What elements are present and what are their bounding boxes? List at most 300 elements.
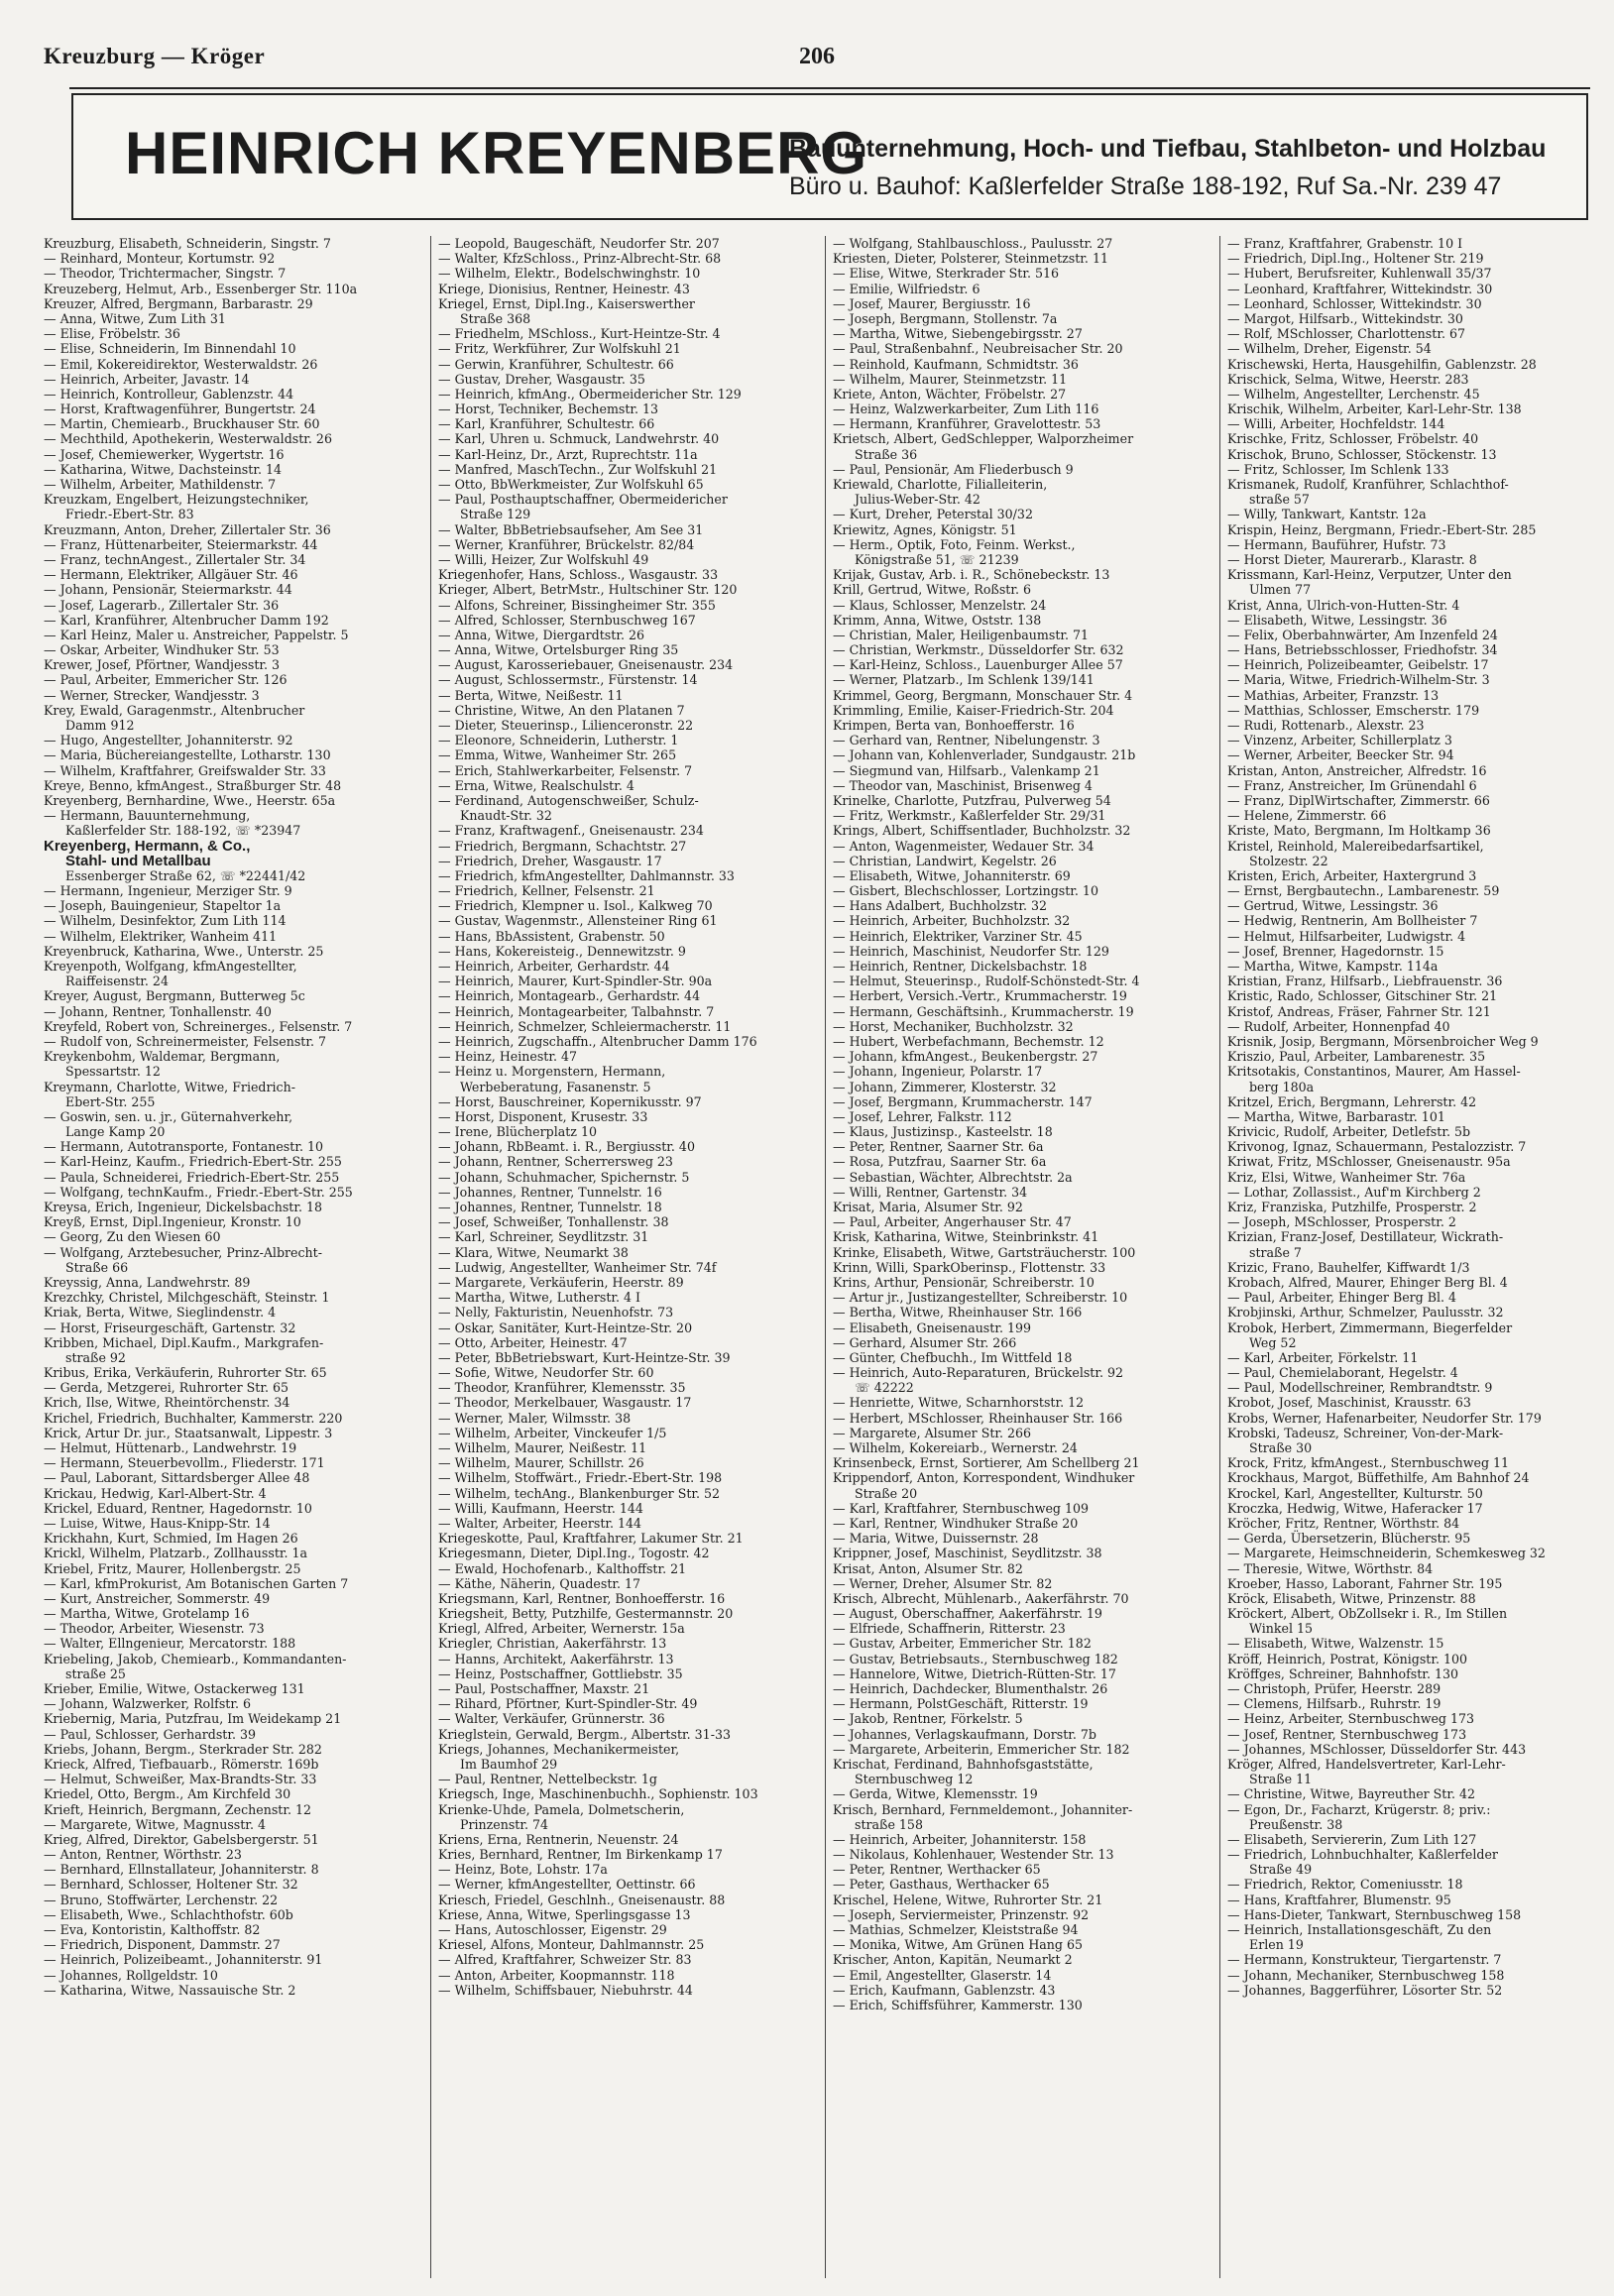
directory-entry-line: Winkel 15	[1249, 1621, 1314, 1637]
directory-entry-line: — Heinrich, Rentner, Dickelsbachstr. 18	[833, 959, 1088, 974]
directory-entry: Krizian, Franz-Josef, Destillateur, Wickrath-	[1227, 1229, 1504, 1245]
directory-entry: Kriesch, Friedel, Geschlnh., Gneisenaustr. 88	[438, 1892, 726, 1907]
directory-entry: Kriebernig, Maria, Putzfrau, Im Weidekamp 21	[44, 1711, 342, 1727]
directory-entry-line: — Fritz, Werkmstr., Kaßlerfelder Str. 29/31	[833, 808, 1106, 824]
directory-entry-line: — Christoph, Prüfer, Heerstr. 289	[1227, 1681, 1441, 1696]
directory-entry-line: — Heinz, Bote, Lohstr. 17a	[438, 1862, 608, 1878]
directory-entry-line: — Gerwin, Kranführer, Schultestr. 66	[438, 356, 674, 372]
directory-entry-line: — Werner, kfmAngestellter, Oettinstr. 66	[438, 1877, 696, 1893]
directory-entry-line: — Helene, Zimmerstr. 66	[1227, 808, 1387, 824]
directory-entry-line: Weg 52	[1249, 1334, 1297, 1350]
directory-entry-line: — Margarete, Alsumer Str. 266	[833, 1425, 1032, 1440]
directory-entry-line: — Reinhard, Monteur, Kortumstr. 92	[44, 251, 276, 267]
directory-entry-line: — Paul, Modellschreiner, Rembrandtstr. 9	[1227, 1380, 1493, 1396]
directory-entry-line: — Joseph, MSchlosser, Prosperstr. 2	[1227, 1214, 1456, 1230]
directory-entry-line: — Werner, Maler, Wilmsstr. 38	[438, 1410, 632, 1426]
directory-entry: Kröckert, Albert, ObZollsekr i. R., Im Stillen	[1227, 1606, 1508, 1622]
directory-entry: Krobs, Werner, Hafenarbeiter, Neudorfer Str. 179	[1227, 1410, 1542, 1426]
directory-entry-line: — Hannelore, Witwe, Dietrich-Rütten-Str. 17	[833, 1665, 1116, 1681]
directory-entry-line: — Heinrich, Maurer, Kurt-Spindler-Str. 90a	[438, 974, 713, 989]
directory-entry: Kreuzeberg, Helmut, Arb., Essenberger Str. 110a	[44, 281, 358, 296]
directory-entry-line: — Anna, Witwe, Diergardtstr. 26	[438, 627, 644, 642]
directory-entry-line: — Berta, Witwe, Neißestr. 11	[438, 687, 624, 703]
directory-entry: Krobok, Herbert, Zimmermann, Biegerfelder	[1227, 1320, 1513, 1335]
directory-entry-line: — Heinz u. Morgenstern, Hermann,	[438, 1064, 666, 1080]
directory-entry-line: — Hermann, Bauführer, Hufstr. 73	[1227, 536, 1446, 552]
directory-entry-line: — Hans, Autoschlosser, Eigenstr. 29	[438, 1922, 667, 1937]
directory-entry-line: — Paul, Straßenbahnf., Neubreisacher Str. 20	[833, 341, 1123, 357]
directory-entry-line: — Wilhelm, Elektr., Bodelschwinghstr. 10	[438, 266, 701, 282]
directory-entry-line: — Gerhard van, Rentner, Nibelungenstr. 3	[833, 733, 1100, 748]
directory-entry-line: — Hans, Kraftfahrer, Blumenstr. 95	[1227, 1892, 1451, 1907]
directory-entry-line: Raiffeisenstr. 24	[65, 974, 169, 989]
directory-entry: Krischer, Anton, Kapitän, Neumarkt 2	[833, 1952, 1073, 1968]
directory-entry-line: — Paul, Chemielaborant, Hegelstr. 4	[1227, 1365, 1458, 1381]
directory-entry-line: — Goswin, sen. u. jr., Güternahverkehr,	[44, 1108, 293, 1124]
directory-entry-line: — Martha, Witwe, Lutherstr. 4 I	[438, 1290, 641, 1306]
directory-entry-line: — Bruno, Stoffwärter, Lerchenstr. 22	[44, 1892, 279, 1907]
directory-entry-line: — Joseph, Bergmann, Stollenstr. 7a	[833, 310, 1058, 326]
directory-entry: Kreyfeld, Robert von, Schreinerges., Felsenstr. 7	[44, 1018, 353, 1034]
directory-entry-line: — Matthias, Schlosser, Emscherstr. 179	[1227, 702, 1480, 718]
directory-entry-line: — Elisabeth, Witwe, Lessingstr. 36	[1227, 612, 1447, 628]
directory-entry: Kribus, Erika, Verkäuferin, Ruhrorter Str. 65	[44, 1365, 327, 1381]
directory-entry-line: — August, Oberschaffner, Aakerfährstr. 19	[833, 1606, 1102, 1622]
directory-entry-line: — Sebastian, Wächter, Albrechtstr. 2a	[833, 1169, 1073, 1185]
directory-entry-line: — Wilhelm, Arbeiter, Vinckeufer 1/5	[438, 1425, 667, 1440]
directory-entry-line: — Nelly, Fakturistin, Neuenhofstr. 73	[438, 1305, 674, 1320]
directory-entry-line: — Friedrich, Bergmann, Schachtstr. 27	[438, 838, 687, 854]
directory-column-2	[438, 236, 815, 2278]
directory-entry-line: — Josef, Lagerarb., Zillertaler Str. 36	[44, 597, 280, 613]
directory-entry: Krietsch, Albert, GedSchlepper, Walporzheimer	[833, 431, 1134, 447]
directory-entry: Kriese, Anna, Witwe, Sperlingsgasse 13	[438, 1906, 691, 1922]
directory-entry-line: — Walter, Verkäufer, Grünnerstr. 36	[438, 1711, 665, 1727]
directory-entry-line: — Erich, Stahlwerkarbeiter, Felsenstr. 7	[438, 762, 693, 778]
directory-entry-line: — Friedrich, Dreher, Wasgaustr. 17	[438, 853, 662, 868]
running-header	[44, 44, 1590, 77]
directory-entry-line: — Josef, Brenner, Hagedornstr. 15	[1227, 943, 1444, 959]
directory-entry-line: — Gustav, Dreher, Wasgaustr. 35	[438, 371, 645, 387]
directory-entry: Kröff, Heinrich, Postrat, Königstr. 100	[1227, 1651, 1468, 1666]
directory-entry: Krill, Gertrud, Witwe, Roßstr. 6	[833, 582, 1032, 598]
directory-entry-line: — Hermann, Konstrukteur, Tiergartenstr. 7	[1227, 1952, 1502, 1968]
directory-entry-line: — Hermann, Bauunternehmung,	[44, 808, 251, 824]
directory-entry-line: Lange Kamp 20	[65, 1124, 166, 1140]
directory-entry-line: — Margarete, Heimschneiderin, Schemkesweg 32	[1227, 1546, 1546, 1561]
directory-entry: Kriz, Franziska, Putzhilfe, Prosperstr. 2	[1227, 1200, 1477, 1214]
directory-entry-line: — Heinrich, kfmAng., Obermeidericher Str. 129	[438, 386, 742, 402]
directory-entry-line: — Gustav, Wagenmstr., Allensteiner Ring 61	[438, 913, 718, 929]
directory-entry-line: — Klaus, Schlosser, Menzelstr. 24	[833, 597, 1047, 613]
directory-entry-line: — Emilie, Wilfriedstr. 6	[833, 281, 980, 296]
directory-entry-line: — Martha, Witwe, Kampstr. 114a	[1227, 959, 1439, 974]
directory-entry-line: — Friedrich, Dipl.Ing., Holtener Str. 219	[1227, 251, 1484, 267]
directory-entry-line: — Wilhelm, techAng., Blankenburger Str. 52	[438, 1485, 721, 1501]
directory-entry-line: — Margot, Hilfsarb., Wittekindstr. 30	[1227, 310, 1463, 326]
directory-entry: Krockhaus, Margot, Büffethilfe, Am Bahnhof 24	[1227, 1470, 1530, 1486]
directory-entry-line: — Walter, Arbeiter, Heerstr. 144	[438, 1515, 642, 1531]
directory-entry: Kriesel, Alfons, Monteur, Dahlmannstr. 25	[438, 1937, 705, 1953]
directory-entry-line: — Elise, Fröbelstr. 36	[44, 326, 180, 342]
directory-entry-line: — Friedrich, Disponent, Dammstr. 27	[44, 1937, 281, 1953]
directory-entry-line: — Maria, Witwe, Friedrich-Wilhelm-Str. 3	[1227, 672, 1490, 688]
directory-entry-line: — Martha, Witwe, Grotelamp 16	[44, 1606, 250, 1622]
directory-entry-line: Spessartstr. 12	[65, 1064, 161, 1080]
directory-entry: Krizic, Frano, Bauhelfer, Kiffwardt 1/3	[1227, 1259, 1470, 1275]
directory-entry: Kriegl, Alfred, Arbeiter, Wernerstr. 15a	[438, 1621, 685, 1637]
directory-entry-line: Straße 20	[855, 1485, 918, 1501]
running-header-range: Kreuzburg — Kröger	[44, 44, 266, 68]
directory-entry-line: Prinzenstr. 74	[460, 1816, 549, 1832]
directory-entry: Krick, Artur Dr. jur., Staatsanwalt, Lippestr. 3	[44, 1425, 333, 1440]
directory-entry-line: — Hans, Kokereisteig., Dennewitzstr. 9	[438, 943, 686, 959]
directory-entry-line: — Heinrich, Montagearb., Gerhardstr. 44	[438, 988, 701, 1004]
directory-entry-line: — Heinrich, Arbeiter, Johanniterstr. 158	[833, 1831, 1087, 1847]
directory-entry-line: — Karl, Uhren u. Schmuck, Landwehrstr. 40	[438, 431, 720, 447]
directory-entry-line: — Maria, Witwe, Duissernstr. 28	[833, 1531, 1039, 1547]
directory-entry-line: berg 180a	[1249, 1079, 1315, 1094]
column-divider	[1219, 236, 1220, 2278]
directory-entry-line: — Hermann, Kranführer, Gravelottestr. 53	[833, 416, 1101, 432]
directory-entry-line: — Wolfgang, technKaufm., Friedr.-Ebert-Str. 255	[44, 1184, 353, 1200]
directory-entry: Kreykenbohm, Waldemar, Bergmann,	[44, 1049, 281, 1065]
directory-entry-line: — Dieter, Steuerinsp., Lilienceronstr. 22	[438, 718, 694, 733]
directory-entry-line: — Heinrich, Elektriker, Varziner Str. 45	[833, 928, 1083, 944]
directory-entry: Kroczka, Hedwig, Witwe, Haferacker 17	[1227, 1500, 1483, 1516]
directory-columns	[44, 236, 1596, 2278]
directory-entry-line: — Manfred, MaschTechn., Zur Wolfskuhl 21	[438, 461, 718, 477]
directory-entry-line: — Elisabeth, Serviererin, Zum Lith 127	[1227, 1831, 1477, 1847]
directory-entry: Kristof, Andreas, Fräser, Fahrner Str. 121	[1227, 1003, 1491, 1019]
directory-entry-line: — Heinrich, Polizeibeamter, Geibelstr. 17	[1227, 657, 1489, 673]
directory-entry-line: Straße 129	[460, 507, 531, 522]
directory-entry: Krickel, Eduard, Rentner, Hagedornstr. 10	[44, 1500, 312, 1516]
directory-entry-line: — Lothar, Zollassist., Auf'm Kirchberg 2	[1227, 1184, 1481, 1200]
directory-entry-line: straße 7	[1249, 1244, 1302, 1260]
directory-entry-line: — Emil, Kokereidirektor, Westerwaldstr. 26	[44, 356, 318, 372]
directory-entry: Kreyssig, Anna, Landwehrstr. 89	[44, 1274, 251, 1290]
directory-entry: Kriens, Erna, Rentnerin, Neuenstr. 24	[438, 1831, 679, 1847]
directory-entry-line: — Siegmund van, Hilfsarb., Valenkamp 21	[833, 762, 1100, 778]
directory-entry-line: — Heinrich, Arbeiter, Gerhardstr. 44	[438, 959, 670, 974]
directory-entry-line: Erlen 19	[1249, 1937, 1304, 1953]
directory-entry-line: — Georg, Zu den Wiesen 60	[44, 1229, 221, 1245]
directory-entry-line: — Friedrich, Klempner u. Isol., Kalkweg 70	[438, 898, 713, 914]
directory-entry-line: — Hans Adalbert, Buchholzstr. 32	[833, 898, 1048, 914]
directory-entry: Kriwat, Fritz, MSchlosser, Gneisenaustr. 95a	[1227, 1154, 1511, 1170]
directory-entry: Kriegsheit, Betty, Putzhilfe, Gestermannstr. 20	[438, 1606, 734, 1622]
directory-entry: Kreuzer, Alfred, Bergmann, Barbarastr. 29	[44, 295, 313, 311]
directory-entry-line: — Martha, Witwe, Siebengebirgsstr. 27	[833, 326, 1083, 342]
directory-entry-line: — Margarete, Arbeiterin, Emmericher Str. 182	[833, 1741, 1130, 1757]
directory-entry-line: — Werner, Strecker, Wandjesstr. 3	[44, 687, 260, 703]
directory-entry-line: — Gustav, Betriebsauts., Sternbuschweg 182	[833, 1651, 1118, 1666]
directory-entry-line: — Friedrich, kfmAngestellter, Dahlmannstr. 33	[438, 867, 735, 883]
directory-entry: Kriegeskotte, Paul, Kraftfahrer, Lakumer Str. 21	[438, 1531, 744, 1547]
directory-entry-line: — Christine, Witwe, Bayreuther Str. 42	[1227, 1786, 1476, 1802]
advertisement-top-rule	[69, 87, 1590, 89]
directory-entry-line: — Leonhard, Kraftfahrer, Wittekindstr. 30	[1227, 281, 1493, 296]
directory-entry-line: — Franz, Hüttenarbeiter, Steiermarkstr. 44	[44, 536, 318, 552]
directory-entry-line: — Helmut, Schweißer, Max-Brandts-Str. 33	[44, 1772, 317, 1787]
directory-entry: Krienke-Uhde, Pamela, Dolmetscherin,	[438, 1801, 685, 1817]
directory-entry-line: — Karl, Kranführer, Schultestr. 66	[438, 416, 655, 432]
directory-entry-line: Stahl- und Metallbau	[65, 852, 211, 869]
directory-entry: Krimmling, Emilie, Kaiser-Friedrich-Str. 204	[833, 702, 1114, 718]
directory-entry-line: — Christian, Landwirt, Kegelstr. 26	[833, 853, 1057, 868]
directory-entry: Kreyß, Ernst, Dipl.Ingenieur, Kronstr. 10	[44, 1214, 301, 1230]
directory-entry-line: — Oskar, Arbeiter, Windhuker Str. 53	[44, 642, 280, 658]
directory-entry-line: Königstraße 51, ☏ 21239	[855, 551, 1019, 567]
directory-entry-line: — Heinrich, Auto-Reparaturen, Brückelstr. 92	[833, 1365, 1124, 1381]
directory-entry: Krock, Fritz, kfmAngest., Sternbuschweg 11	[1227, 1455, 1510, 1471]
directory-entry-line: — Otto, Arbeiter, Heinestr. 47	[438, 1334, 628, 1350]
directory-entry-line: — Johann, Zimmerer, Klosterstr. 32	[833, 1079, 1057, 1094]
directory-entry-line: — Wilhelm, Schiffsbauer, Niebuhrstr. 44	[438, 1982, 693, 1998]
directory-entry-line: — Paul, Arbeiter, Ehinger Berg Bl. 4	[1227, 1290, 1457, 1306]
directory-entry-line: — Hans, BbAssistent, Grabenstr. 50	[438, 928, 665, 944]
directory-entry-line: — Franz, Kraftwagenf., Gneisenaustr. 234	[438, 823, 704, 839]
directory-entry-line: — Franz, DiplWirtschafter, Zimmerstr. 66	[1227, 792, 1490, 808]
directory-entry-line: — Theodor van, Maschinist, Brisenweg 4	[833, 777, 1093, 793]
directory-entry-line: — Josef, Lehrer, Falkstr. 112	[833, 1108, 1012, 1124]
directory-entry-line: — Karl, Schreiner, Seydlitzstr. 31	[438, 1229, 649, 1245]
directory-entry: Krissmann, Karl-Heinz, Verputzer, Unter den	[1227, 567, 1512, 583]
directory-entry-line: — Joseph, Bauingenieur, Stapeltor 1a	[44, 898, 282, 914]
directory-entry-line: straße 92	[65, 1349, 126, 1365]
directory-entry: Krieft, Heinrich, Bergmann, Zechenstr. 12	[44, 1801, 312, 1817]
directory-entry-line: — Friedrich, Rektor, Comeniusstr. 18	[1227, 1877, 1463, 1893]
directory-entry: Krickhahn, Kurt, Schmied, Im Hagen 26	[44, 1531, 298, 1547]
directory-entry-line: — Werner, Dreher, Alsumer Str. 82	[833, 1575, 1053, 1591]
directory-entry-line: — Rosa, Putzfrau, Saarner Str. 6a	[833, 1154, 1047, 1170]
directory-entry-line: Essenberger Straße 62, ☏ *22441/42	[65, 867, 306, 883]
directory-entry-line: — Bernhard, Ellnstallateur, Johanniterstr. 8	[44, 1862, 319, 1878]
directory-entry: Krippendorf, Anton, Korrespondent, Windhuker	[833, 1470, 1135, 1486]
directory-entry-line: — Paula, Schneiderei, Friedrich-Ebert-Str. 255	[44, 1169, 340, 1185]
directory-entry-line: — Heinrich, Schmelzer, Schleiermacherstr. 11	[438, 1018, 732, 1034]
directory-entry: Kreyenberg, Bernhardine, Wwe., Heerstr. 65a	[44, 792, 336, 808]
directory-entry: Krischick, Selma, Witwe, Heerstr. 283	[1227, 371, 1469, 387]
directory-entry-line: — Karl Heinz, Maler u. Anstreicher, Pappelstr. 5	[44, 627, 349, 642]
directory-entry-line: — Hubert, Berufsreiter, Kuhlenwall 35/37	[1227, 266, 1492, 282]
directory-entry: Krisnik, Josip, Bergmann, Mörsenbroicher Weg 9	[1227, 1033, 1539, 1049]
directory-entry-line: — Wilhelm, Arbeiter, Mathildenstr. 7	[44, 477, 277, 492]
directory-entry-line: — Alfred, Kraftfahrer, Schweizer Str. 83	[438, 1952, 692, 1968]
directory-entry-line: — Josef, Rentner, Sternbuschweg 173	[1227, 1726, 1467, 1742]
directory-entry-line: — Martin, Chemiearb., Bruckhauser Str. 60	[44, 416, 320, 432]
directory-entry-line: — Horst, Mechaniker, Buchholzstr. 32	[833, 1018, 1074, 1034]
directory-entry: Krivonog, Ignaz, Schauermann, Pestalozzistr. 7	[1227, 1139, 1527, 1155]
directory-entry-line: — Sofie, Witwe, Neudorfer Str. 60	[438, 1365, 654, 1381]
directory-entry-line: — Helmut, Hilfsarbeiter, Ludwigstr. 4	[1227, 928, 1466, 944]
directory-entry: Kreuzkam, Engelbert, Heizungstechniker,	[44, 492, 309, 508]
directory-entry-line: — Gerda, Übersetzerin, Blücherstr. 95	[1227, 1531, 1471, 1547]
directory-entry-line: — Friedrich, Kellner, Felsenstr. 21	[438, 883, 655, 899]
directory-entry-line: — Wilhelm, Maurer, Steinmetzstr. 11	[833, 371, 1068, 387]
directory-entry-line: — Rolf, MSchlosser, Charlottenstr. 67	[1227, 326, 1465, 342]
directory-entry: Krobjinski, Arthur, Schmelzer, Paulusstr. 32	[1227, 1305, 1504, 1320]
directory-entry-line: — Johann, kfmAngest., Beukenbergstr. 27	[833, 1049, 1098, 1065]
directory-entry-line: — Mathias, Arbeiter, Franzstr. 13	[1227, 687, 1440, 703]
directory-entry: Krimm, Anna, Witwe, Oststr. 138	[833, 612, 1042, 628]
directory-entry-line: — Katharina, Witwe, Dachsteinstr. 14	[44, 461, 282, 477]
directory-entry-line: — Emma, Witwe, Wanheimer Str. 265	[438, 747, 677, 763]
directory-entry-line: — Karl, Arbeiter, Förkelstr. 11	[1227, 1349, 1419, 1365]
directory-entry: Kreysa, Erich, Ingenieur, Dickelsbachstr. 18	[44, 1200, 323, 1214]
directory-entry-line: — Helmut, Hüttenarb., Landwehrstr. 19	[44, 1440, 297, 1455]
directory-entry-line: — Kurt, Dreher, Peterstal 30/32	[833, 507, 1033, 522]
directory-entry: Kreye, Benno, kfmAngest., Straßburger Str. 48	[44, 777, 342, 793]
directory-entry-line: — Wilhelm, Maurer, Schillstr. 26	[438, 1455, 644, 1471]
directory-entry-line: — Gertrud, Witwe, Lessingstr. 36	[1227, 898, 1439, 914]
directory-entry-line: — Wilhelm, Maurer, Neißestr. 11	[438, 1440, 647, 1455]
directory-entry-line: — Hermann, Autotransporte, Fontanestr. 10	[44, 1139, 323, 1155]
directory-entry-line: — Elise, Schneiderin, Im Binnendahl 10	[44, 341, 296, 357]
directory-entry-line: — Willi, Heizer, Zur Wolfskuhl 49	[438, 551, 649, 567]
directory-entry-line: — Kurt, Anstreicher, Sommerstr. 49	[44, 1590, 271, 1606]
directory-entry-line: — Johann van, Kohlenverlader, Sundgaustr. 21b	[833, 747, 1136, 763]
directory-entry-line: — Fritz, Werkführer, Zur Wolfskuhl 21	[438, 341, 681, 357]
directory-entry-line: — Rudi, Rottenarb., Alexstr. 23	[1227, 718, 1425, 733]
directory-entry-line: — Theodor, Arbeiter, Wiesenstr. 73	[44, 1621, 265, 1637]
directory-entry-line: — Reinhold, Kaufmann, Schmidtstr. 36	[833, 356, 1079, 372]
directory-entry-line: ☏ 42222	[855, 1380, 914, 1396]
directory-entry: Kribben, Michael, Dipl.Kaufm., Markgrafen-	[44, 1334, 324, 1350]
directory-entry-line: — Hubert, Werbefachmann, Bechemstr. 12	[833, 1033, 1104, 1049]
directory-column-3	[833, 236, 1210, 2278]
directory-entry-line: — Vinzenz, Arbeiter, Schillerplatz 3	[1227, 733, 1452, 748]
directory-entry-line: — Heinz, Heinestr. 47	[438, 1049, 578, 1065]
directory-entry-line: — Paul, Postschaffner, Maxstr. 21	[438, 1681, 650, 1696]
directory-entry-line: — Peter, BbBetriebswart, Kurt-Heintze-Str. 39	[438, 1349, 731, 1365]
directory-entry-line: — Anton, Rentner, Wörthstr. 23	[44, 1847, 242, 1863]
directory-entry-line: — Luise, Witwe, Haus-Knipp-Str. 14	[44, 1515, 271, 1531]
directory-entry-line: — Johannes, Baggerführer, Lösorter Str. 52	[1227, 1982, 1503, 1998]
directory-entry: Kristen, Erich, Arbeiter, Haxtergrund 3	[1227, 867, 1477, 883]
directory-entry-line: — Horst, Kraftwagenführer, Bungertstr. 24	[44, 402, 316, 417]
directory-entry-line: — Horst, Disponent, Krusestr. 33	[438, 1108, 648, 1124]
directory-entry-line: — Horst, Friseurgeschäft, Gartenstr. 32	[44, 1320, 296, 1335]
directory-entry: Krimpen, Berta van, Bonhoefferstr. 16	[833, 718, 1075, 733]
directory-entry-line: — Anton, Wagenmeister, Wedauer Str. 34	[833, 838, 1095, 854]
directory-entry-line: — Anna, Witwe, Ortelsburger Ring 35	[438, 642, 679, 658]
directory-entry-line: — Johann, RbBeamt. i. R., Bergiusstr. 40	[438, 1139, 695, 1155]
directory-entry-line: — Karl-Heinz, Kaufm., Friedrich-Ebert-Str. 255	[44, 1154, 342, 1170]
directory-entry: Krieger, Albert, BetrMstr., Hultschiner Str. 120	[438, 582, 738, 598]
directory-entry: Kriak, Berta, Witwe, Sieglindenstr. 4	[44, 1305, 277, 1320]
directory-entry-line: Ebert-Str. 255	[65, 1093, 156, 1109]
directory-entry: Kriegenhofer, Hans, Schloss., Wasgaustr. 33	[438, 567, 719, 583]
directory-column-4	[1227, 236, 1604, 2278]
directory-entry-line: — Christine, Witwe, An den Platanen 7	[438, 702, 685, 718]
directory-entry: Krich, Ilse, Witwe, Rheintörchenstr. 34	[44, 1395, 290, 1411]
directory-column-1	[44, 236, 420, 2278]
directory-entry-line: — Joseph, Serviermeister, Prinzenstr. 92	[833, 1906, 1090, 1922]
directory-entry-line: — Elise, Witwe, Sterkrader Str. 516	[833, 266, 1060, 282]
directory-entry-line: — Paul, Arbeiter, Angerhauser Str. 47	[833, 1214, 1072, 1230]
directory-entry-line: — Heinrich, Arbeiter, Javastr. 14	[44, 371, 250, 387]
directory-entry-line: — Johann, Rentner, Tonhallenstr. 40	[44, 1003, 272, 1019]
directory-entry-line: — Elisabeth, Gneisenaustr. 199	[833, 1320, 1032, 1335]
directory-entry-line: — Karl, Kraftfahrer, Sternbuschweg 109	[833, 1500, 1090, 1516]
directory-entry-line: — Heinrich, Dachdecker, Blumenthalstr. 26	[833, 1681, 1108, 1696]
directory-entry-line: — Paul, Pensionär, Am Fliederbusch 9	[833, 461, 1074, 477]
directory-entry-line: — Werner, Arbeiter, Beecker Str. 94	[1227, 747, 1454, 763]
directory-entry-line: — Jakob, Rentner, Förkelstr. 5	[833, 1711, 1023, 1727]
page-number: 206	[799, 44, 835, 69]
directory-entry: Krey, Ewald, Garagenmstr., Altenbrucher	[44, 702, 305, 718]
directory-entry-line: — Heinrich, Installationsgeschäft, Zu den	[1227, 1922, 1492, 1937]
directory-entry-line: — Rudolf, Arbeiter, Honnenpfad 40	[1227, 1018, 1450, 1034]
directory-entry: Kristel, Reinhold, Malereibedarfsartikel,	[1227, 838, 1484, 854]
directory-entry-line: — Wilhelm, Angestellter, Lerchenstr. 45	[1227, 386, 1480, 402]
directory-entry-line: Straße 49	[1249, 1862, 1313, 1878]
directory-entry-line: — Friedrich, Lohnbuchhalter, Kaßlerfelder	[1227, 1847, 1498, 1863]
directory-entry: Krispin, Heinz, Bergmann, Friedr.-Ebert-Str. 285	[1227, 521, 1537, 537]
directory-entry: Krickl, Wilhelm, Platzarb., Zollhausstr. 1a	[44, 1546, 308, 1561]
directory-entry-line: — Wilhelm, Elektriker, Wanheim 411	[44, 928, 278, 944]
directory-entry: Krisat, Anton, Alsumer Str. 82	[833, 1560, 1023, 1576]
directory-entry-line: — Theodor, Kranführer, Klemensstr. 35	[438, 1380, 686, 1396]
directory-entry-line: — Werner, Platzarb., Im Schlenk 139/141	[833, 672, 1095, 688]
directory-entry-line: — Egon, Dr., Facharzt, Krügerstr. 8; priv.:	[1227, 1801, 1491, 1817]
directory-entry: Krist, Anna, Ulrich-von-Hutten-Str. 4	[1227, 597, 1460, 613]
directory-entry: Kritzel, Erich, Bergmann, Lehrerstr. 42	[1227, 1093, 1477, 1109]
directory-entry-line: — Wilhelm, Desinfektor, Zum Lith 114	[44, 913, 287, 929]
directory-entry-line: — Erich, Schiffsführer, Kammerstr. 130	[833, 1997, 1083, 2012]
directory-entry: Krischewski, Herta, Hausgehilfin, Gablenzstr. 28	[1227, 356, 1537, 372]
directory-entry-line: — Paul, Schlosser, Gerhardstr. 39	[44, 1726, 257, 1742]
directory-entry-line: — Werner, Kranführer, Brückelstr. 82/84	[438, 536, 695, 552]
directory-entry: Krins, Arthur, Pensionär, Schreiberstr. 10	[833, 1274, 1095, 1290]
directory-entry-line: straße 57	[1249, 492, 1310, 508]
directory-entry-line: — Alfred, Schlosser, Sternbuschweg 167	[438, 612, 696, 628]
directory-entry-line: — Margarete, Verkäuferin, Heerstr. 89	[438, 1274, 684, 1290]
directory-entry-line: — Friedhelm, MSchloss., Kurt-Heintze-Str. 4	[438, 326, 721, 342]
directory-entry-line: — Alfons, Schreiner, Bissingheimer Str. 355	[438, 597, 716, 613]
directory-entry: Kroeber, Hasso, Laborant, Fahrner Str. 195	[1227, 1575, 1503, 1591]
directory-entry-line: — Gerda, Witwe, Klemensstr. 19	[833, 1786, 1038, 1802]
directory-entry-line: — Karl, kfmProkurist, Am Botanischen Garten 7	[44, 1575, 349, 1591]
directory-entry-line: — Günter, Chefbuchh., Im Wittfeld 18	[833, 1349, 1073, 1365]
directory-entry-line: — Hanns, Architekt, Aakerfährstr. 13	[438, 1651, 674, 1666]
directory-entry: Kriewitz, Agnes, Königstr. 51	[833, 521, 1017, 537]
directory-entry-line: Straße 36	[855, 446, 918, 462]
directory-entry-line: — Josef, Schweißer, Tonhallenstr. 38	[438, 1214, 669, 1230]
directory-entry-line: — Felix, Oberbahnwärter, Am Inzenfeld 24	[1227, 627, 1498, 642]
directory-entry-line: Preußenstr. 38	[1249, 1816, 1343, 1832]
directory-entry-line: — Hedwig, Rentnerin, Am Bollheister 7	[1227, 913, 1478, 929]
directory-entry-line: Kaßlerfelder Str. 188-192, ☏ *23947	[65, 823, 301, 839]
directory-entry: Kreuzburg, Elisabeth, Schneiderin, Singstr. 7	[44, 236, 331, 251]
directory-entry-line: — Johannes, MSchlosser, Düsseldorfer Str. 443	[1227, 1741, 1527, 1757]
directory-entry-line: — Erich, Kaufmann, Gablenzstr. 43	[833, 1982, 1056, 1998]
directory-entry-line: — Elisabeth, Wwe., Schlachthofstr. 60b	[44, 1906, 293, 1922]
directory-entry: Krieglstein, Gerwald, Bergm., Albertstr. 31-33	[438, 1726, 731, 1742]
directory-entry-line: — Paul, Laborant, Sittardsberger Allee 48	[44, 1470, 310, 1486]
directory-entry: Kristan, Anton, Anstreicher, Alfredstr. 16	[1227, 762, 1487, 778]
directory-entry-line: — Mechthild, Apothekerin, Westerwaldstr. 26	[44, 431, 332, 447]
directory-entry-line: — Irene, Blücherplatz 10	[438, 1124, 597, 1140]
directory-entry-line: — Paul, Posthauptschaffner, Obermeidericher	[438, 492, 728, 508]
directory-entry-line: — Gisbert, Blechschlosser, Lortzingstr. 10	[833, 883, 1098, 899]
directory-entry-line: Straße 368	[460, 310, 531, 326]
directory-entry-line: — Karl-Heinz, Schloss., Lauenburger Allee 57	[833, 657, 1123, 673]
directory-entry-line: — Henriette, Witwe, Scharnhorststr. 12	[833, 1395, 1085, 1411]
directory-entry: Kreyer, August, Bergmann, Butterweg 5c	[44, 988, 305, 1004]
